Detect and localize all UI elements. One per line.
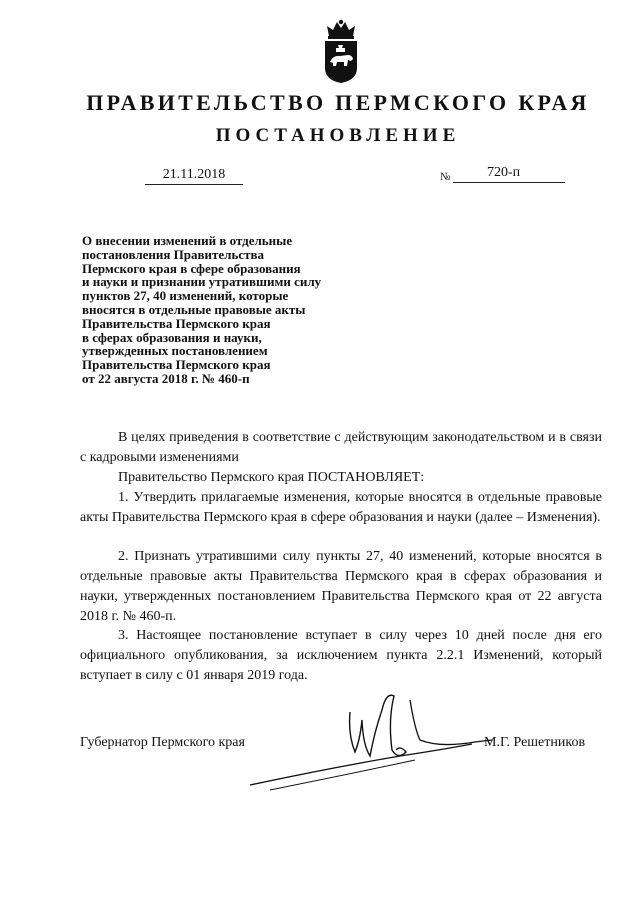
signatory-name: М.Г. Решетников <box>484 735 586 750</box>
coat-of-arms-icon <box>321 18 361 84</box>
government-title: ПРАВИТЕЛЬСТВО ПЕРМСКОГО КРАЯ <box>86 90 590 115</box>
signatory-position: Губернатор Пермского края <box>80 735 245 750</box>
item-1-paragraph: 1. Утвердить прилагаемые изменения, которые вносятся в отдельные правовые акты Правительства Пермского края в сфере образования и науки (далее – Изменения). <box>80 490 602 525</box>
document-type: ПОСТАНОВЛЕНИЕ <box>215 125 461 146</box>
document-number-field <box>453 165 565 183</box>
item-3-paragraph: 3. Настоящее постановление вступает в силу через 10 дней после дня его официального опубликования, за исключением пункта 2.2.1 Изменений, который вступает в силу с 01 января 2019 года. <box>80 628 602 683</box>
document-number: 720-п <box>487 165 521 180</box>
resolution-clause: Правительство Пермского края ПОСТАНОВЛЯЕТ: <box>118 470 425 485</box>
number-prefix: № <box>440 171 451 183</box>
item-2-paragraph: 2. Признать утратившими силу пункты 27, 40 изменений, которые вносятся в отдельные правовые акты Правительства Пермского края в сферах образования и науки, утвержденных постановлением Правительства Пермского края от 22 августа 2018 г. № 460-п. <box>80 549 602 624</box>
document-date: 21.11.2018 <box>145 167 243 185</box>
handwritten-signature <box>210 690 510 800</box>
document-subject: О внесении изменений в отдельные постановления Правительства Пермского края в сфере образования и науки и признании утратившими силу пунктов 27, 40 изменений, которые вносятся в отдельные правовые акты Правительства Пермского края в сферах образования и науки, утвержденных постановлением Правительства Пермского края от 22 августа 2018 г. № 460-п <box>82 233 322 386</box>
preamble-paragraph: В целях приведения в соответствие с действующим законодательством и в связи с кадровыми изменениями <box>80 430 602 465</box>
